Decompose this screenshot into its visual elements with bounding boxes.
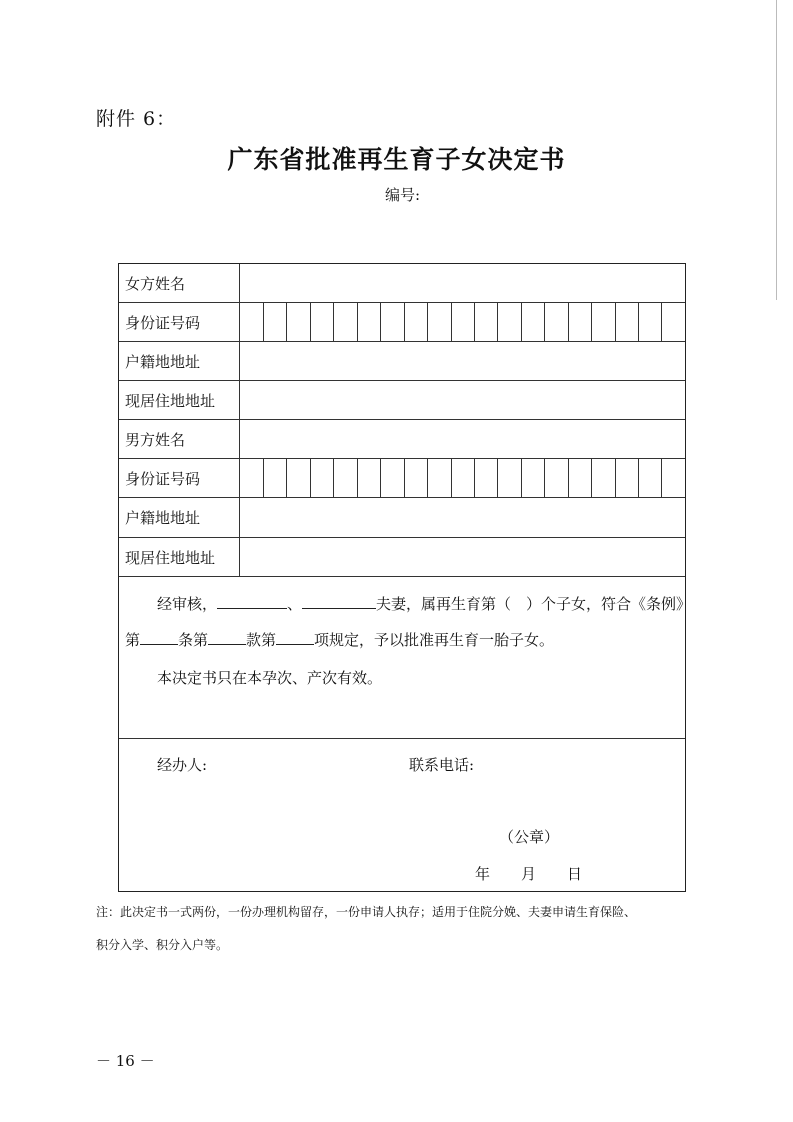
- id-digit-cell[interactable]: [358, 459, 381, 497]
- decision-line-1: [157, 593, 691, 614]
- id-digit-cell[interactable]: [405, 303, 428, 341]
- phone-label: 联系电话:: [409, 756, 475, 774]
- official-seal-label: （公章）: [499, 828, 560, 846]
- male-id-cells: [240, 459, 685, 497]
- id-digit-cell[interactable]: [498, 459, 521, 497]
- decision-line-2: [125, 629, 554, 650]
- id-digit-cell[interactable]: [592, 303, 615, 341]
- id-digit-cell[interactable]: [639, 459, 662, 497]
- female-id-cells: [240, 303, 685, 341]
- footer-note: 注：此决定书一式两份，一份办理机构留存，一份申请人执存；适用于住院分娩、夫妻申请生育保险、: [96, 905, 637, 919]
- decision-text: 条第: [178, 631, 209, 649]
- month-label: 月: [521, 865, 537, 883]
- decision-text: 经审核，: [157, 595, 218, 613]
- id-digit-cell[interactable]: [662, 459, 684, 497]
- decision-text: 第: [125, 631, 141, 649]
- row-male-residence: [119, 538, 685, 577]
- id-digit-cell[interactable]: [522, 303, 545, 341]
- row-male-name: [119, 420, 685, 459]
- row-female-residence: [119, 381, 685, 420]
- id-digit-cell[interactable]: [616, 459, 639, 497]
- male-hukou-address-field[interactable]: [240, 498, 685, 537]
- id-digit-cell[interactable]: [264, 303, 287, 341]
- id-digit-cell[interactable]: [569, 459, 592, 497]
- id-digit-cell[interactable]: [381, 303, 404, 341]
- id-digit-cell[interactable]: [287, 459, 310, 497]
- signature-block: [119, 739, 685, 891]
- serial-number-label: 编号:: [385, 186, 421, 204]
- id-digit-cell[interactable]: [311, 303, 334, 341]
- id-digit-cell[interactable]: [452, 303, 475, 341]
- id-cell-spacer: [240, 303, 264, 341]
- wife-name-blank[interactable]: [217, 593, 287, 609]
- row-male-hukou: [119, 498, 685, 538]
- decision-text: 项规定，予以批准再生育一胎子女。: [314, 631, 555, 649]
- row-female-hukou: [119, 342, 685, 381]
- page-number: － 16 －: [96, 1052, 155, 1070]
- decision-form-table: [118, 263, 692, 892]
- id-digit-cell[interactable]: [428, 303, 451, 341]
- id-digit-cell[interactable]: [569, 303, 592, 341]
- id-digit-cell[interactable]: [334, 303, 357, 341]
- id-digit-cell[interactable]: [662, 303, 684, 341]
- husband-name-blank[interactable]: [302, 593, 376, 609]
- decision-text: 款第: [246, 631, 277, 649]
- id-digit-cell[interactable]: [592, 459, 615, 497]
- id-cell-spacer: [240, 459, 264, 497]
- id-digit-cell[interactable]: [381, 459, 404, 497]
- id-digit-cell[interactable]: [475, 303, 498, 341]
- field-label: 现居住地地址: [119, 381, 240, 419]
- female-residence-address-field[interactable]: [240, 381, 685, 419]
- decision-text-block: [119, 577, 692, 739]
- attachment-label: 附件 6：: [96, 108, 177, 130]
- id-digit-cell[interactable]: [639, 303, 662, 341]
- id-digit-cell[interactable]: [545, 459, 568, 497]
- decision-text: 、: [287, 595, 303, 613]
- field-label: 身份证号码: [119, 459, 240, 497]
- id-digit-cell[interactable]: [311, 459, 334, 497]
- article-blank[interactable]: [140, 629, 178, 645]
- male-name-field[interactable]: [240, 420, 685, 458]
- field-label: 身份证号码: [119, 303, 240, 341]
- female-hukou-address-field[interactable]: [240, 342, 685, 380]
- row-female-id: [119, 303, 685, 342]
- footer-note-continued: 积分入学、积分入户等。: [96, 938, 229, 952]
- id-digit-cell[interactable]: [498, 303, 521, 341]
- id-digit-cell[interactable]: [287, 303, 310, 341]
- id-digit-cell[interactable]: [264, 459, 287, 497]
- field-label: 户籍地地址: [119, 498, 240, 537]
- id-digit-cell[interactable]: [428, 459, 451, 497]
- id-digit-cell[interactable]: [522, 459, 545, 497]
- male-residence-address-field[interactable]: [240, 538, 685, 576]
- handler-label: 经办人:: [157, 756, 208, 774]
- field-label: 女方姓名: [119, 264, 240, 302]
- id-digit-cell[interactable]: [545, 303, 568, 341]
- field-label: 户籍地地址: [119, 342, 240, 380]
- clause-blank[interactable]: [208, 629, 246, 645]
- id-digit-cell[interactable]: [616, 303, 639, 341]
- female-name-field[interactable]: [240, 264, 685, 302]
- id-digit-cell[interactable]: [358, 303, 381, 341]
- field-label: 现居住地地址: [119, 538, 240, 576]
- year-label: 年: [475, 865, 491, 883]
- day-label: 日: [567, 865, 583, 883]
- decision-line-3: 本决定书只在本孕次、产次有效。: [157, 669, 383, 687]
- row-male-id: [119, 459, 685, 498]
- id-digit-cell[interactable]: [452, 459, 475, 497]
- row-female-name: [119, 264, 685, 303]
- document-title: 广东省批准再生育子女决定书: [227, 145, 566, 174]
- id-digit-cell[interactable]: [405, 459, 428, 497]
- id-digit-cell[interactable]: [334, 459, 357, 497]
- id-digit-cell[interactable]: [475, 459, 498, 497]
- decision-text: 夫妻，属再生育第（ ）个子女，符合《条例》: [376, 595, 692, 613]
- item-blank[interactable]: [276, 629, 314, 645]
- field-label: 男方姓名: [119, 420, 240, 458]
